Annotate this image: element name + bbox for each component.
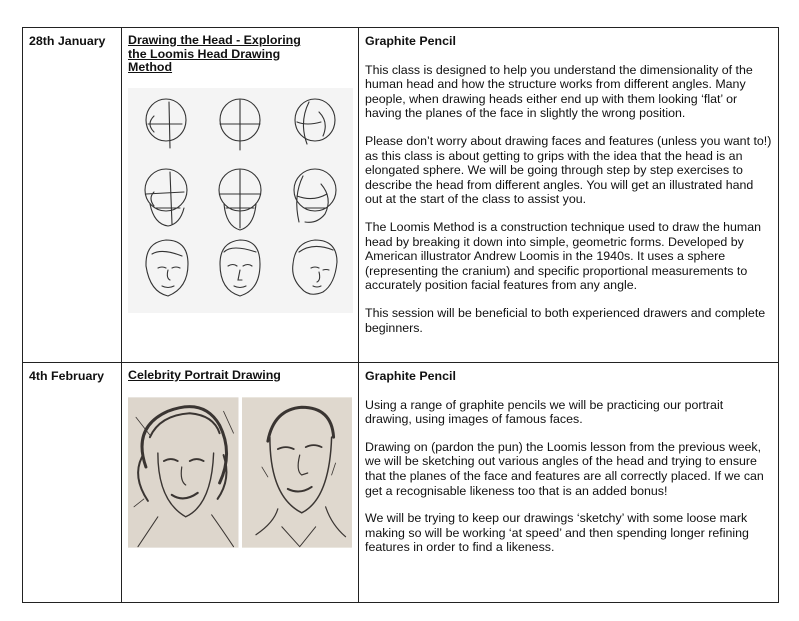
medium-label: Graphite Pencil xyxy=(365,34,456,48)
description-paragraph: We will be trying to keep our drawings ‘sketchy’ with some loose mark making so will be working ‘at speed’ and then spending longer refining features in order to find a likeness. xyxy=(365,511,749,555)
description-paragraph: Using a range of graphite pencils we will be practicing our portrait drawing, using images of famous faces. xyxy=(365,397,724,427)
title-cell xyxy=(122,28,359,363)
class-date: 4th February xyxy=(29,369,105,383)
female-portrait-sketch xyxy=(128,397,239,548)
table-row xyxy=(23,363,779,603)
table-row xyxy=(23,28,779,363)
medium-label: Graphite Pencil xyxy=(365,369,456,383)
description-paragraph: Drawing on (pardon the pun) the Loomis lesson from the previous week, we will be sketching out various angles of the head and trying to ensure that the planes of the face and features are all correctly placed. If we can get a recognisable likeness too that is an added bonus! xyxy=(365,439,764,498)
portrait-images xyxy=(128,397,352,548)
description-paragraph: The Loomis Method is a construction technique used to draw the human head by breaking it down into simple, geometric forms. Developed by American illustrator Andrew Loomis in the 1940s. It uses a sphere (representing the cranium) and specific proportional measurements to accurately position facial features from any angle. xyxy=(365,219,762,293)
title-cell xyxy=(122,363,359,603)
description-cell xyxy=(359,363,779,603)
date-cell xyxy=(23,363,122,603)
description-cell xyxy=(359,28,779,363)
class-title: Drawing the Head - Exploring the Loomis Head Drawing Method xyxy=(128,33,301,75)
male-portrait-sketch xyxy=(242,397,353,548)
class-schedule-table xyxy=(22,27,779,603)
description-paragraph: Please don’t worry about drawing faces and features (unless you want to!) as this class is about getting to grips with the idea that the head is an elongated sphere. We will be going through step by step exercises to describe the head from different angles. You will get an illustrated hand out at the start of the class to assist you. xyxy=(365,133,772,207)
class-title: Celebrity Portrait Drawing xyxy=(128,368,281,382)
date-cell xyxy=(23,28,122,363)
description-paragraph: This class is designed to help you understand the dimensionality of the human head and how the structure works from different angles. Many people, when drawing heads either end up with them looking ‘flat’ or having the planes of the face in slightly the wrong position. xyxy=(365,62,753,121)
class-date: 28th January xyxy=(29,34,106,48)
description-paragraph: This session will be beneficial to both experienced drawers and complete beginners. xyxy=(365,305,766,335)
loomis-head-studies-illustration xyxy=(128,88,353,313)
